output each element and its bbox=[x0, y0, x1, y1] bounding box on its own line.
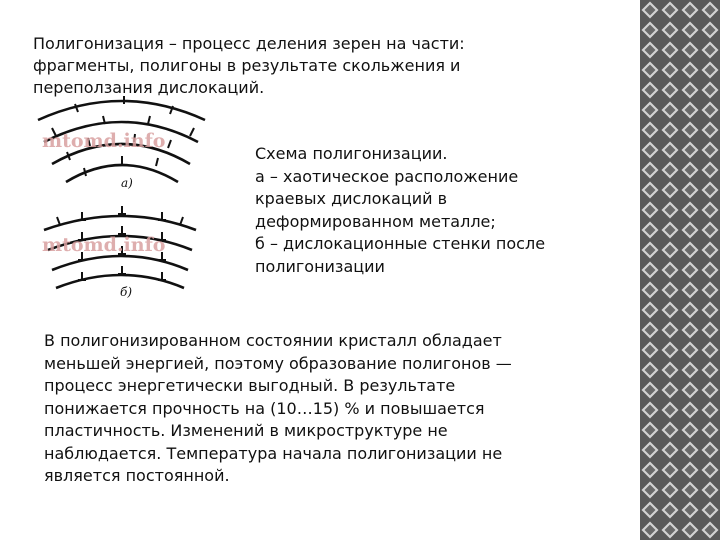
crystal-plane-arc bbox=[38, 101, 205, 120]
diagram-a-label: а) bbox=[121, 176, 133, 190]
watermark: mtomd.info bbox=[42, 130, 166, 152]
edge-dislocation-mark bbox=[118, 266, 126, 274]
edge-dislocation-mark bbox=[118, 206, 126, 214]
diagram-caption bbox=[255, 143, 615, 278]
caption-line: Схема полигонизации. bbox=[255, 144, 448, 163]
edge-dislocation-mark bbox=[156, 158, 158, 166]
body-line: пластичность. Изменений в микроструктуре не bbox=[44, 421, 448, 440]
body-line: является постоянной. bbox=[44, 466, 230, 485]
body-line: В полигонизированном состоянии кристалл обладает bbox=[44, 331, 502, 350]
intro-line: Полигонизация – процесс деления зерен на части: bbox=[33, 34, 465, 53]
diagram-b-label: б) bbox=[120, 285, 133, 299]
edge-dislocation-mark bbox=[168, 140, 171, 148]
edge-dislocation-mark bbox=[67, 152, 70, 160]
caption-line: а – хаотическое расположение bbox=[255, 166, 519, 186]
decorative-diamond-pattern bbox=[640, 0, 720, 540]
caption-line: деформированном металле; bbox=[255, 211, 496, 231]
caption-line: б – дислокационные стенки после bbox=[255, 234, 546, 253]
intro-line: переползания дислокаций. bbox=[33, 78, 265, 97]
body-line: наблюдается. Температура начала полигонизации не bbox=[44, 443, 503, 463]
caption-line: полигонизации bbox=[255, 256, 385, 276]
body-line: меньшей энергией, поэтому образование полигонов — bbox=[44, 353, 512, 373]
polygonization-diagram bbox=[30, 90, 220, 305]
caption-line: краевых дислокаций в bbox=[255, 189, 448, 208]
crystal-plane-arc bbox=[44, 216, 196, 230]
edge-dislocation-mark bbox=[190, 128, 194, 136]
edge-dislocation-mark bbox=[57, 217, 60, 225]
crystal-plane-arc bbox=[52, 256, 188, 270]
edge-dislocation-mark bbox=[180, 217, 183, 225]
watermark: mtomd.info bbox=[42, 234, 166, 256]
intro-line: фрагменты, полигоны в результате скольжения и bbox=[33, 56, 461, 75]
body-line: процесс энергетически выгодный. В результате bbox=[44, 376, 456, 395]
edge-dislocation-mark bbox=[84, 168, 86, 176]
edge-dislocation-mark bbox=[148, 116, 150, 124]
body-line: понижается прочность на (10…15) % и повышается bbox=[44, 398, 485, 418]
body-text bbox=[44, 330, 604, 488]
edge-dislocation-mark bbox=[118, 226, 126, 234]
pattern-fill bbox=[640, 0, 720, 540]
